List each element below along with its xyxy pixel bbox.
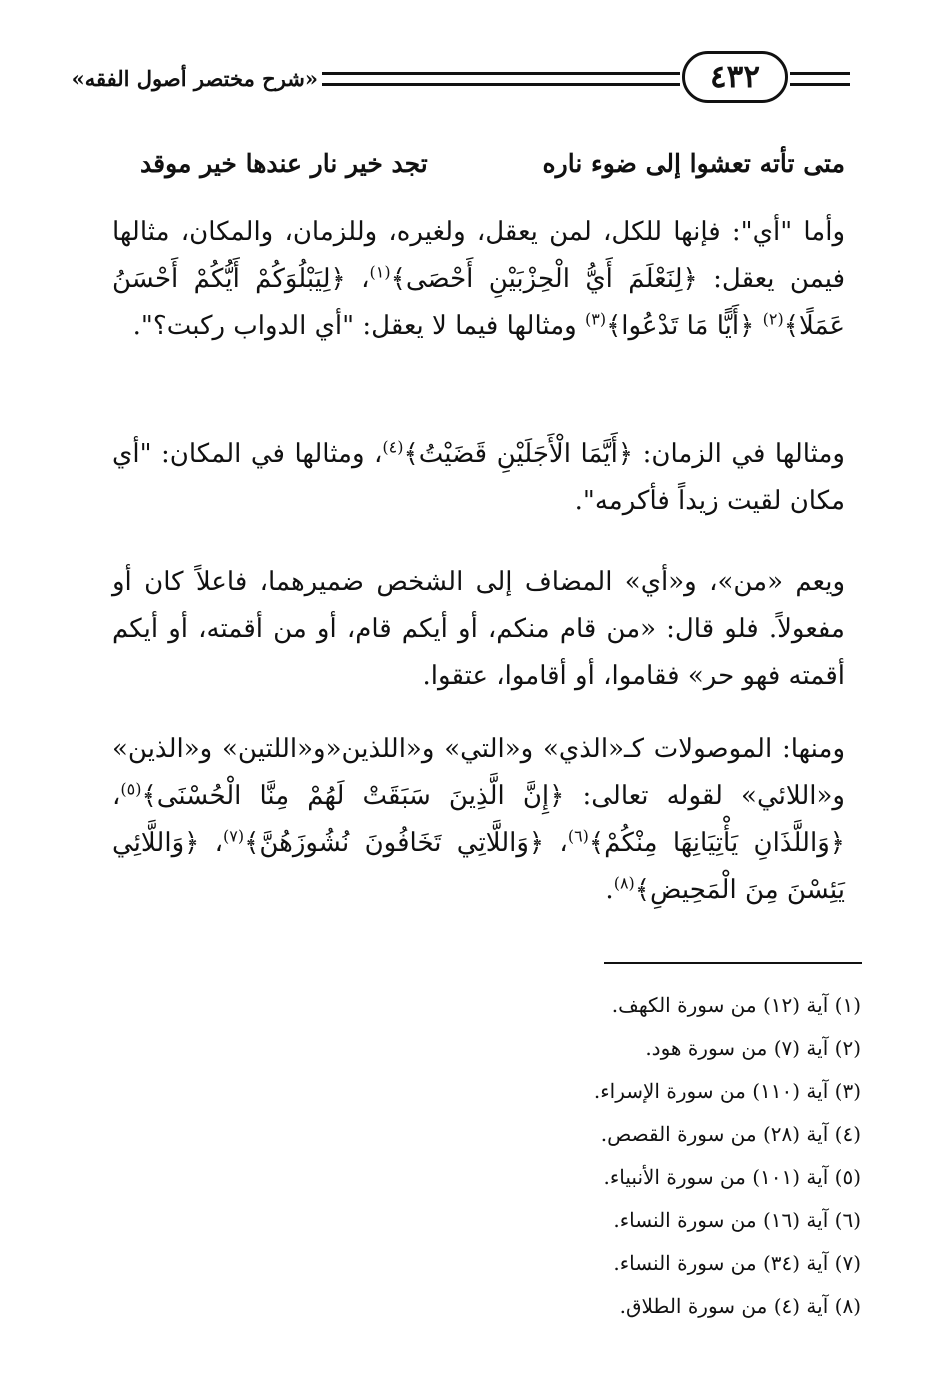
footnote-ref: (٦) xyxy=(567,826,589,846)
footnote-ref: (١) xyxy=(369,262,391,282)
header-rule xyxy=(322,83,680,86)
footnote-ref: (٣) xyxy=(584,309,607,329)
poem-first-hemistich: متى تأته تعشوا إلى ضوء ناره xyxy=(542,149,845,178)
body-paragraph: ومثالها في الزمان: ﴿أَيَّمَا الْأَجَلَيْنِ قَضَيْتُ﴾$^{(٤)}$، ومثالها في المكان: "أي مكان لقيت زيداً فأكرمه". xyxy=(112,437,845,516)
footnote-item: (٣) آية (١١٠) من سورة الإسراء. xyxy=(593,1079,861,1103)
running-header-title: «شرح مختصر أصول الفقه» xyxy=(71,66,318,91)
poem-verse xyxy=(140,149,845,193)
poem-second-hemistich: تجد خير نار عندها خير موقد xyxy=(140,149,428,178)
page-number: ٤٣٢ xyxy=(682,51,788,103)
footnote-item: (٨) آية (٤) من سورة الطلاق. xyxy=(619,1294,861,1318)
footnote-item: (٤) آية (٢٨) من سورة القصص. xyxy=(600,1122,861,1146)
footnote-item: (١) آية (١٢) من سورة الكهف. xyxy=(611,993,861,1017)
footnote-item: (٧) آية (٣٤) من سورة النساء. xyxy=(613,1251,861,1275)
footnote-ref: (٤) xyxy=(382,437,404,457)
footnote-ref: (٢) xyxy=(762,309,784,329)
footnote-ref: (٧) xyxy=(223,826,245,846)
footnote-item: (٥) آية (١٠١) من سورة الأنبياء. xyxy=(603,1165,861,1189)
header-rule xyxy=(790,72,850,75)
footnote-separator xyxy=(604,962,862,964)
body-paragraph: ومنها: الموصولات كـ«الذي» و«التي» و«اللذين«و«اللتين» و«الذين» و«اللائي» لقوله تعالى: ﴿إِنَّ الَّذِينَ سَبَقَتْ لَهُمْ مِنَّا الْحُسْنَى﴾$^{(٥)}$، ﴿وَاللَّذَانِ يَأْتِيَانِهَا مِنْكُمْ﴾$^{(٦)}$، ﴿وَاللَّاتِي تَخَافُونَ نُشُوزَهُنَّ﴾$^{(٧)}$، ﴿وَاللَّائِي يَئِسْنَ مِنَ الْمَحِيضِ﴾$^{(٨)}$. xyxy=(112,734,845,905)
footnote-list xyxy=(161,984,861,1328)
header-rule xyxy=(322,72,680,75)
footnote-ref: (٥) xyxy=(120,779,142,799)
header-rule xyxy=(790,83,850,86)
footnote-item: (٦) آية (١٦) من سورة النساء. xyxy=(613,1208,861,1232)
footnote-item: (٢) آية (٧) من سورة هود. xyxy=(645,1036,861,1060)
footnote-ref: (٨) xyxy=(613,873,635,893)
body-paragraph: ويعم «من»، و«أي» المضاف إلى الشخص ضميرهما، فاعلاً كان أو مفعولاً. فلو قال: «من قام منكم، أو أيكم قام، أو من أقمته، أو أيكم أقمته فهو حر» فقاموا، أو أقاموا، عتقوا. xyxy=(112,567,845,691)
body-paragraph: وأما "أي": فإنها للكل، لمن يعقل، ولغيره، وللزمان، والمكان، مثالها فيمن يعقل: ﴿لِنَعْلَمَ أَيُّ الْحِزْبَيْنِ أَحْصَى﴾$^{(١)}$، ﴿لِيَبْلُوَكُمْ أَيُّكُمْ أَحْسَنُ عَمَلًا﴾$^{(٢)}$ ﴿أَيًّا مَا تَدْعُوا﴾$^{(٣)}$ ومثالها فيما لا يعقل: "أي الدواب ركبت؟". xyxy=(112,217,845,341)
